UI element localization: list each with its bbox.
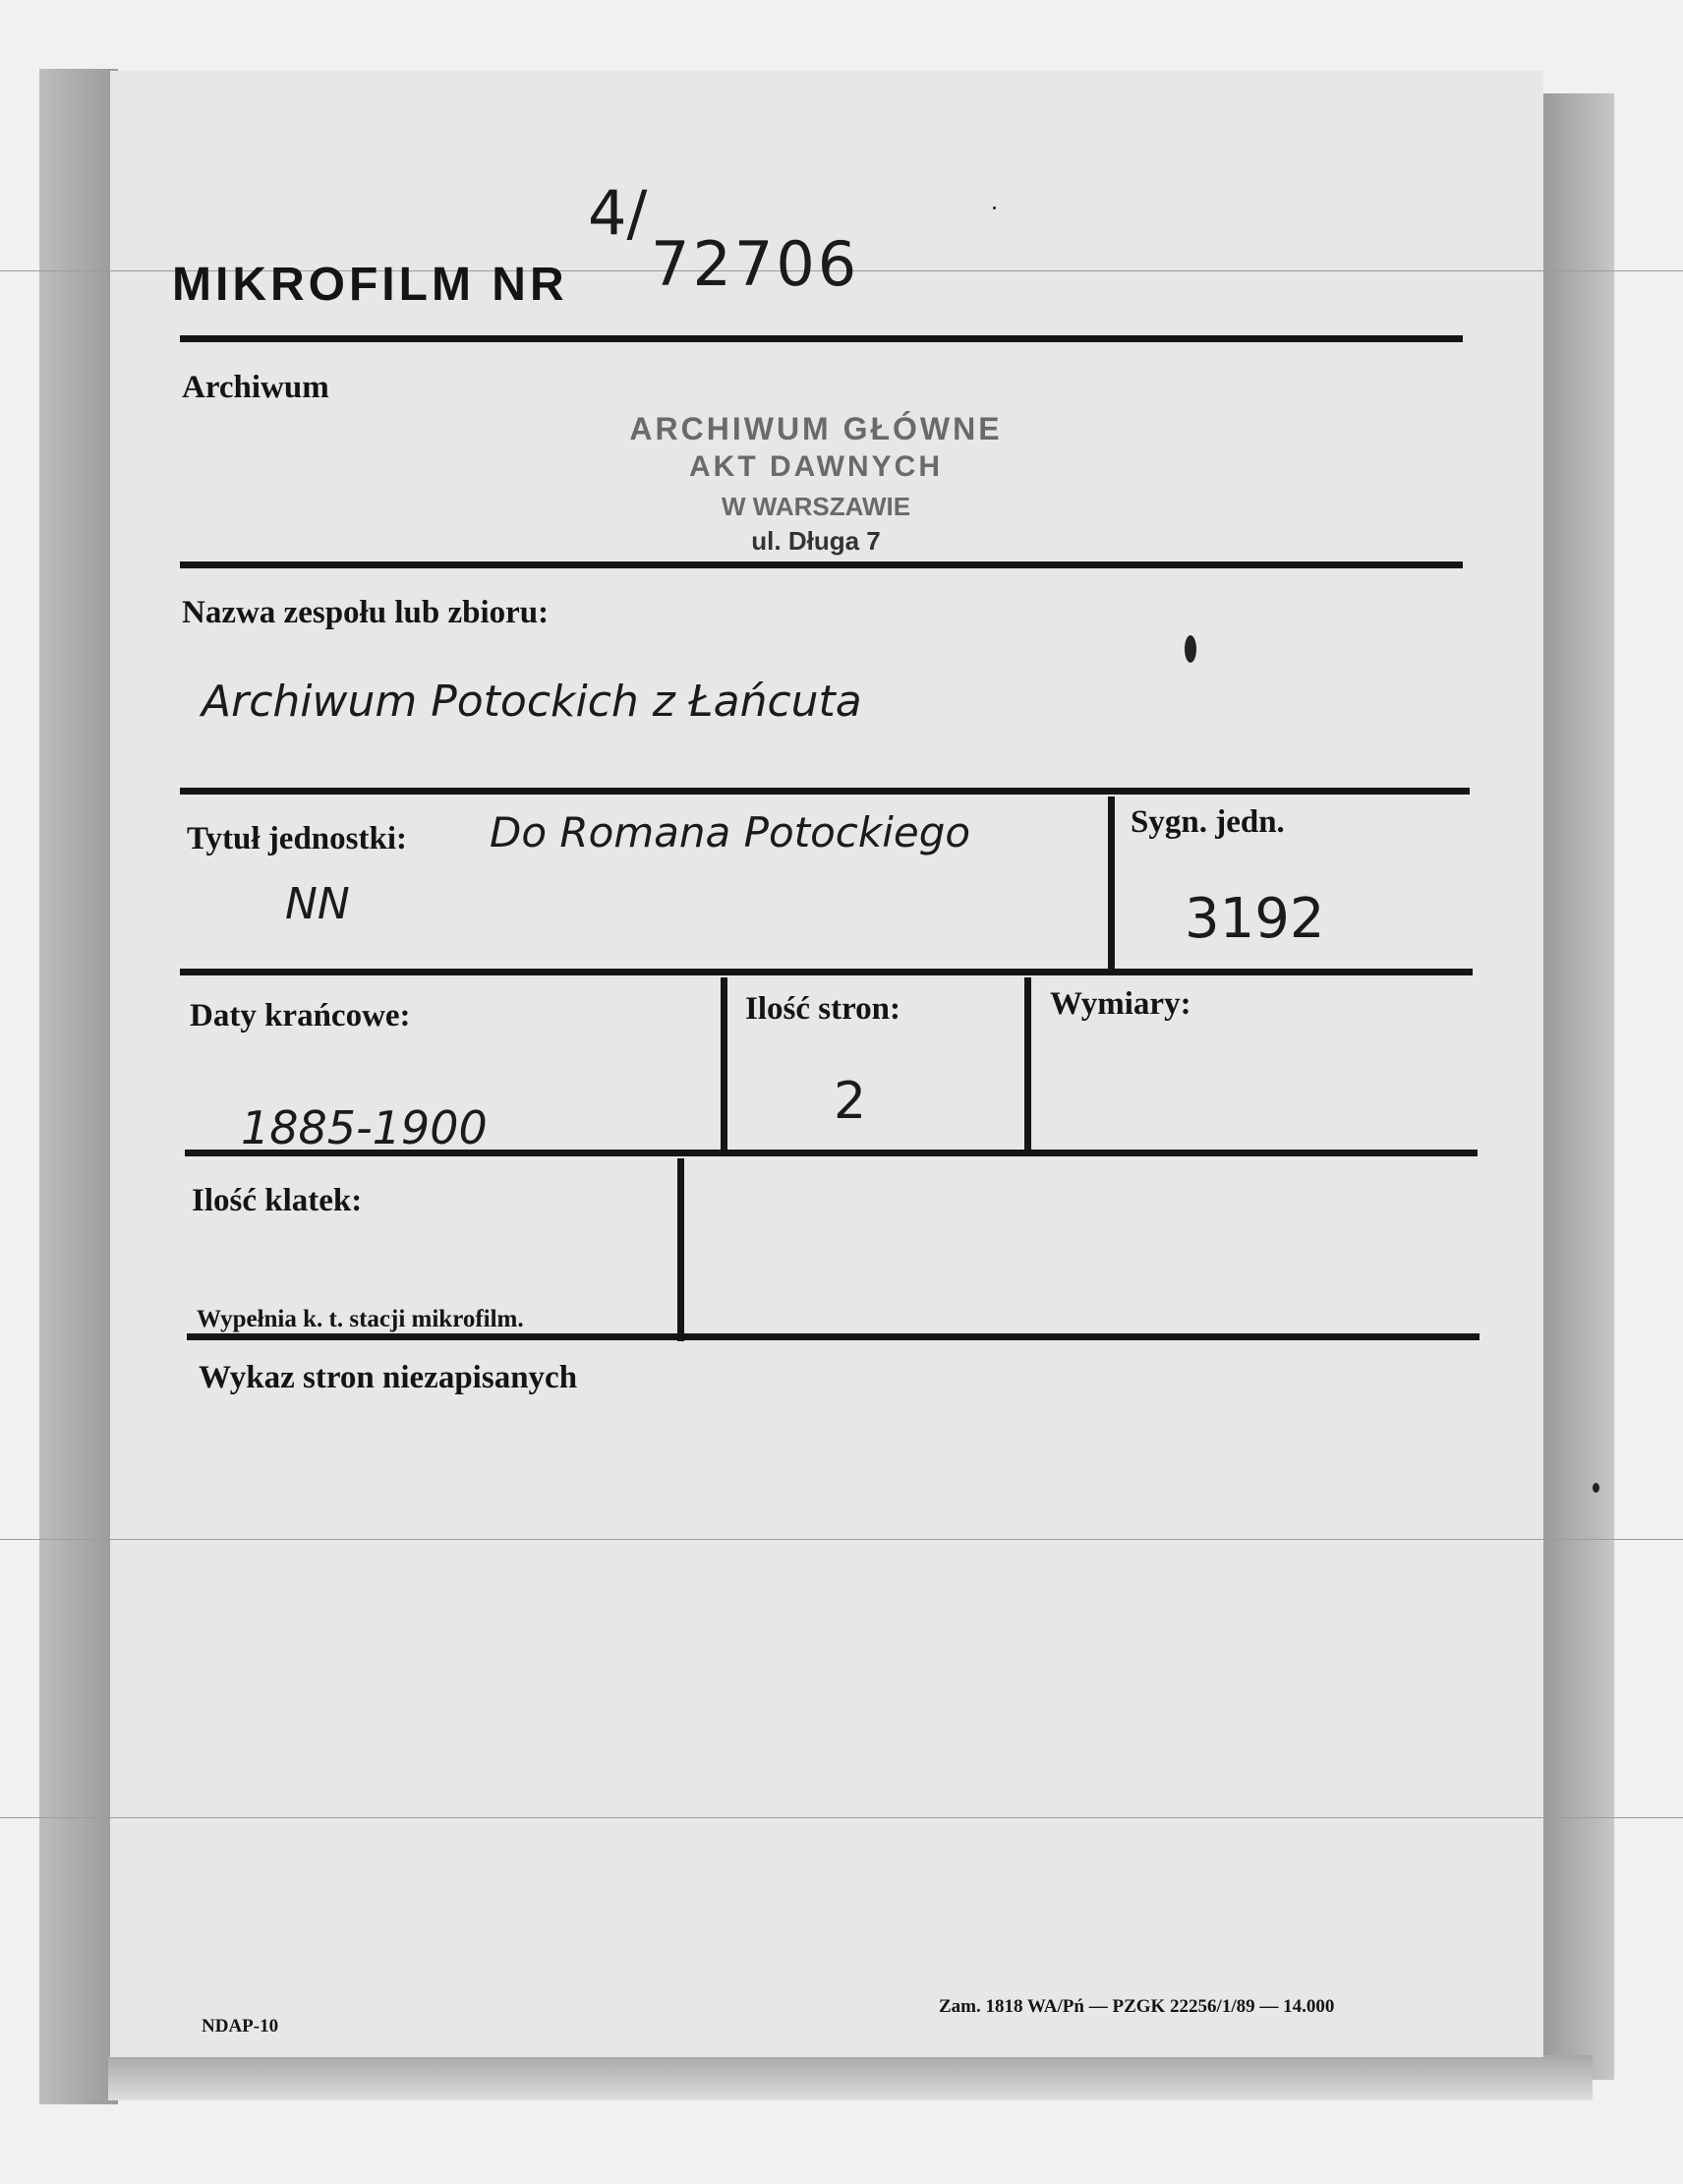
dates-value: 1885-1900 [241, 1101, 488, 1154]
blank-pages-label: Wykaz stron niezapisanych [199, 1360, 578, 1395]
ink-speck [1185, 635, 1196, 663]
collection-value: Archiwum Potockich z Łańcuta [202, 677, 862, 727]
divider-dimensions [1024, 977, 1031, 1156]
frames-label: Ilość klatek: [192, 1183, 363, 1218]
pages-value: 2 [834, 1072, 867, 1131]
rule-after-unit [180, 969, 1473, 975]
print-info: Zam. 1818 WA/Pń — PZGK 22256/1/89 — 14.000 [939, 1996, 1335, 2017]
collection-label: Nazwa zespołu lub zbioru: [182, 595, 550, 630]
divider-pages [721, 977, 727, 1156]
unit-title-value: Do Romana Potockiego [490, 808, 971, 856]
ink-speck [993, 207, 996, 209]
scan-shadow-bottom [108, 2055, 1593, 2100]
stamp-line: ARCHIWUM GŁÓWNE [629, 411, 1003, 446]
unit-title-label: Tytuł jednostki: [187, 821, 408, 856]
card-title: MIKROFILM NR [172, 259, 568, 311]
frames-note: Wypełnia k. t. stacji mikrofilm. [197, 1306, 524, 1332]
dates-label: Daty krańcowe: [190, 998, 411, 1033]
archive-label: Archiwum [182, 370, 329, 405]
number-overwrite: 4/ [588, 177, 648, 249]
signature-value: 3192 [1185, 887, 1325, 951]
divider-signature [1108, 797, 1115, 975]
signature-label: Sygn. jedn. [1131, 804, 1285, 840]
microfilm-card [110, 71, 1543, 2057]
scan-shadow-left [39, 69, 118, 2104]
divider-frames [677, 1158, 684, 1341]
dimensions-label: Wymiary: [1050, 986, 1191, 1022]
stamp-line: ul. Długa 7 [751, 526, 881, 556]
stamp-line: W WARSZAWIE [721, 492, 911, 521]
rule-after-title [180, 335, 1463, 342]
unit-title-value-2: NN [285, 879, 350, 929]
rule-after-collection [180, 788, 1470, 795]
rule-after-archive [180, 561, 1463, 568]
form-code: NDAP-10 [202, 2016, 279, 2036]
scan-line [0, 1539, 1683, 1540]
pages-label: Ilość stron: [745, 991, 900, 1027]
ink-speck [1593, 1483, 1599, 1493]
microfilm-number: 72706 [651, 228, 860, 300]
scan-shadow-right [1543, 93, 1614, 2080]
scan-line [0, 1817, 1683, 1818]
stamp-line: AKT DAWNYCH [689, 450, 943, 483]
rule-after-frames [187, 1333, 1480, 1340]
